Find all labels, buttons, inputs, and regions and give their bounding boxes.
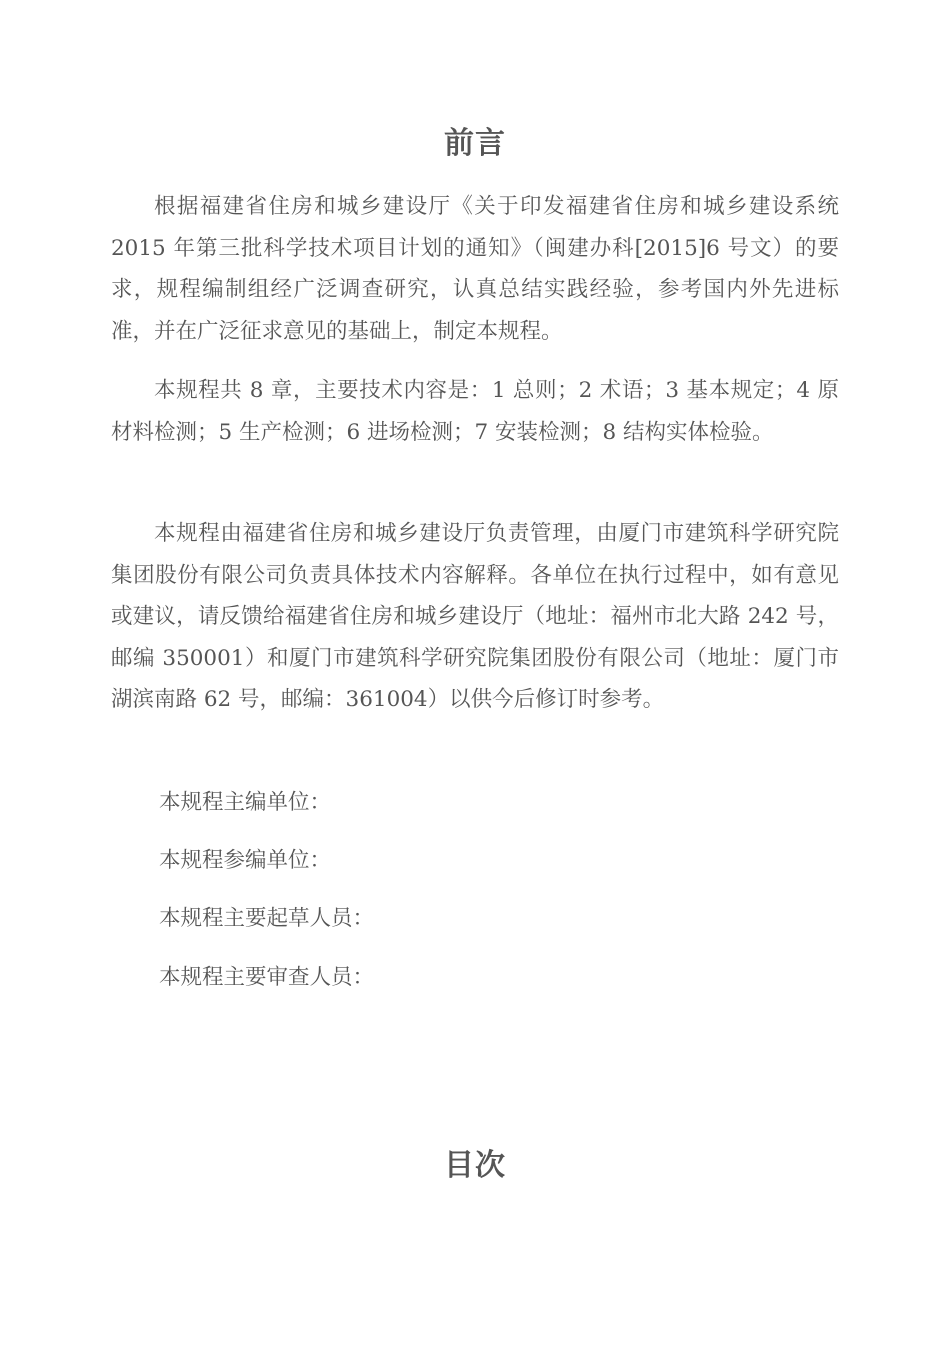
- participating-units-line: 本规程参编单位：: [159, 848, 332, 873]
- toc-title: 目次: [444, 1148, 506, 1183]
- preface-paragraph-management: 本规程由福建省住房和城乡建设厅负责管理，由厦门市建筑科学研究院集团股份有限公司负责具体技术内容解释。各单位在执行过程中，如有意见或建议，请反馈给福建省住房和城乡建设厅（地址：福州市北大路 242 号，邮编 350001）和厦门市建筑科学研究院集团股份有限公司（地址：厦门市湖滨南路 62 号，邮编：361004）以供今后修订时参考。: [111, 521, 839, 712]
- preface-title: 前言: [444, 126, 506, 161]
- preface-paragraph-contents: 本规程共 8 章，主要技术内容是：1 总则；2 术语；3 基本规定；4 原材料检测；5 生产检测；6 进场检测；7 安装检测；8 结构实体检验。: [111, 378, 839, 445]
- main-drafters-line: 本规程主要起草人员：: [159, 906, 375, 931]
- preface-paragraph-basis: 根据福建省住房和城乡建设厅《关于印发福建省住房和城乡建设系统 2015 年第三批科学技术项目计划的通知》（闽建办科[2015]6 号文）的要求，规程编制组经广泛调查研究，认真总结实践经验，参考国内外先进标准，并在广泛征求意见的基础上，制定本规程。: [111, 194, 839, 344]
- main-reviewers-line: 本规程主要审查人员：: [159, 965, 375, 990]
- chief-editor-unit-line: 本规程主编单位：: [159, 790, 332, 815]
